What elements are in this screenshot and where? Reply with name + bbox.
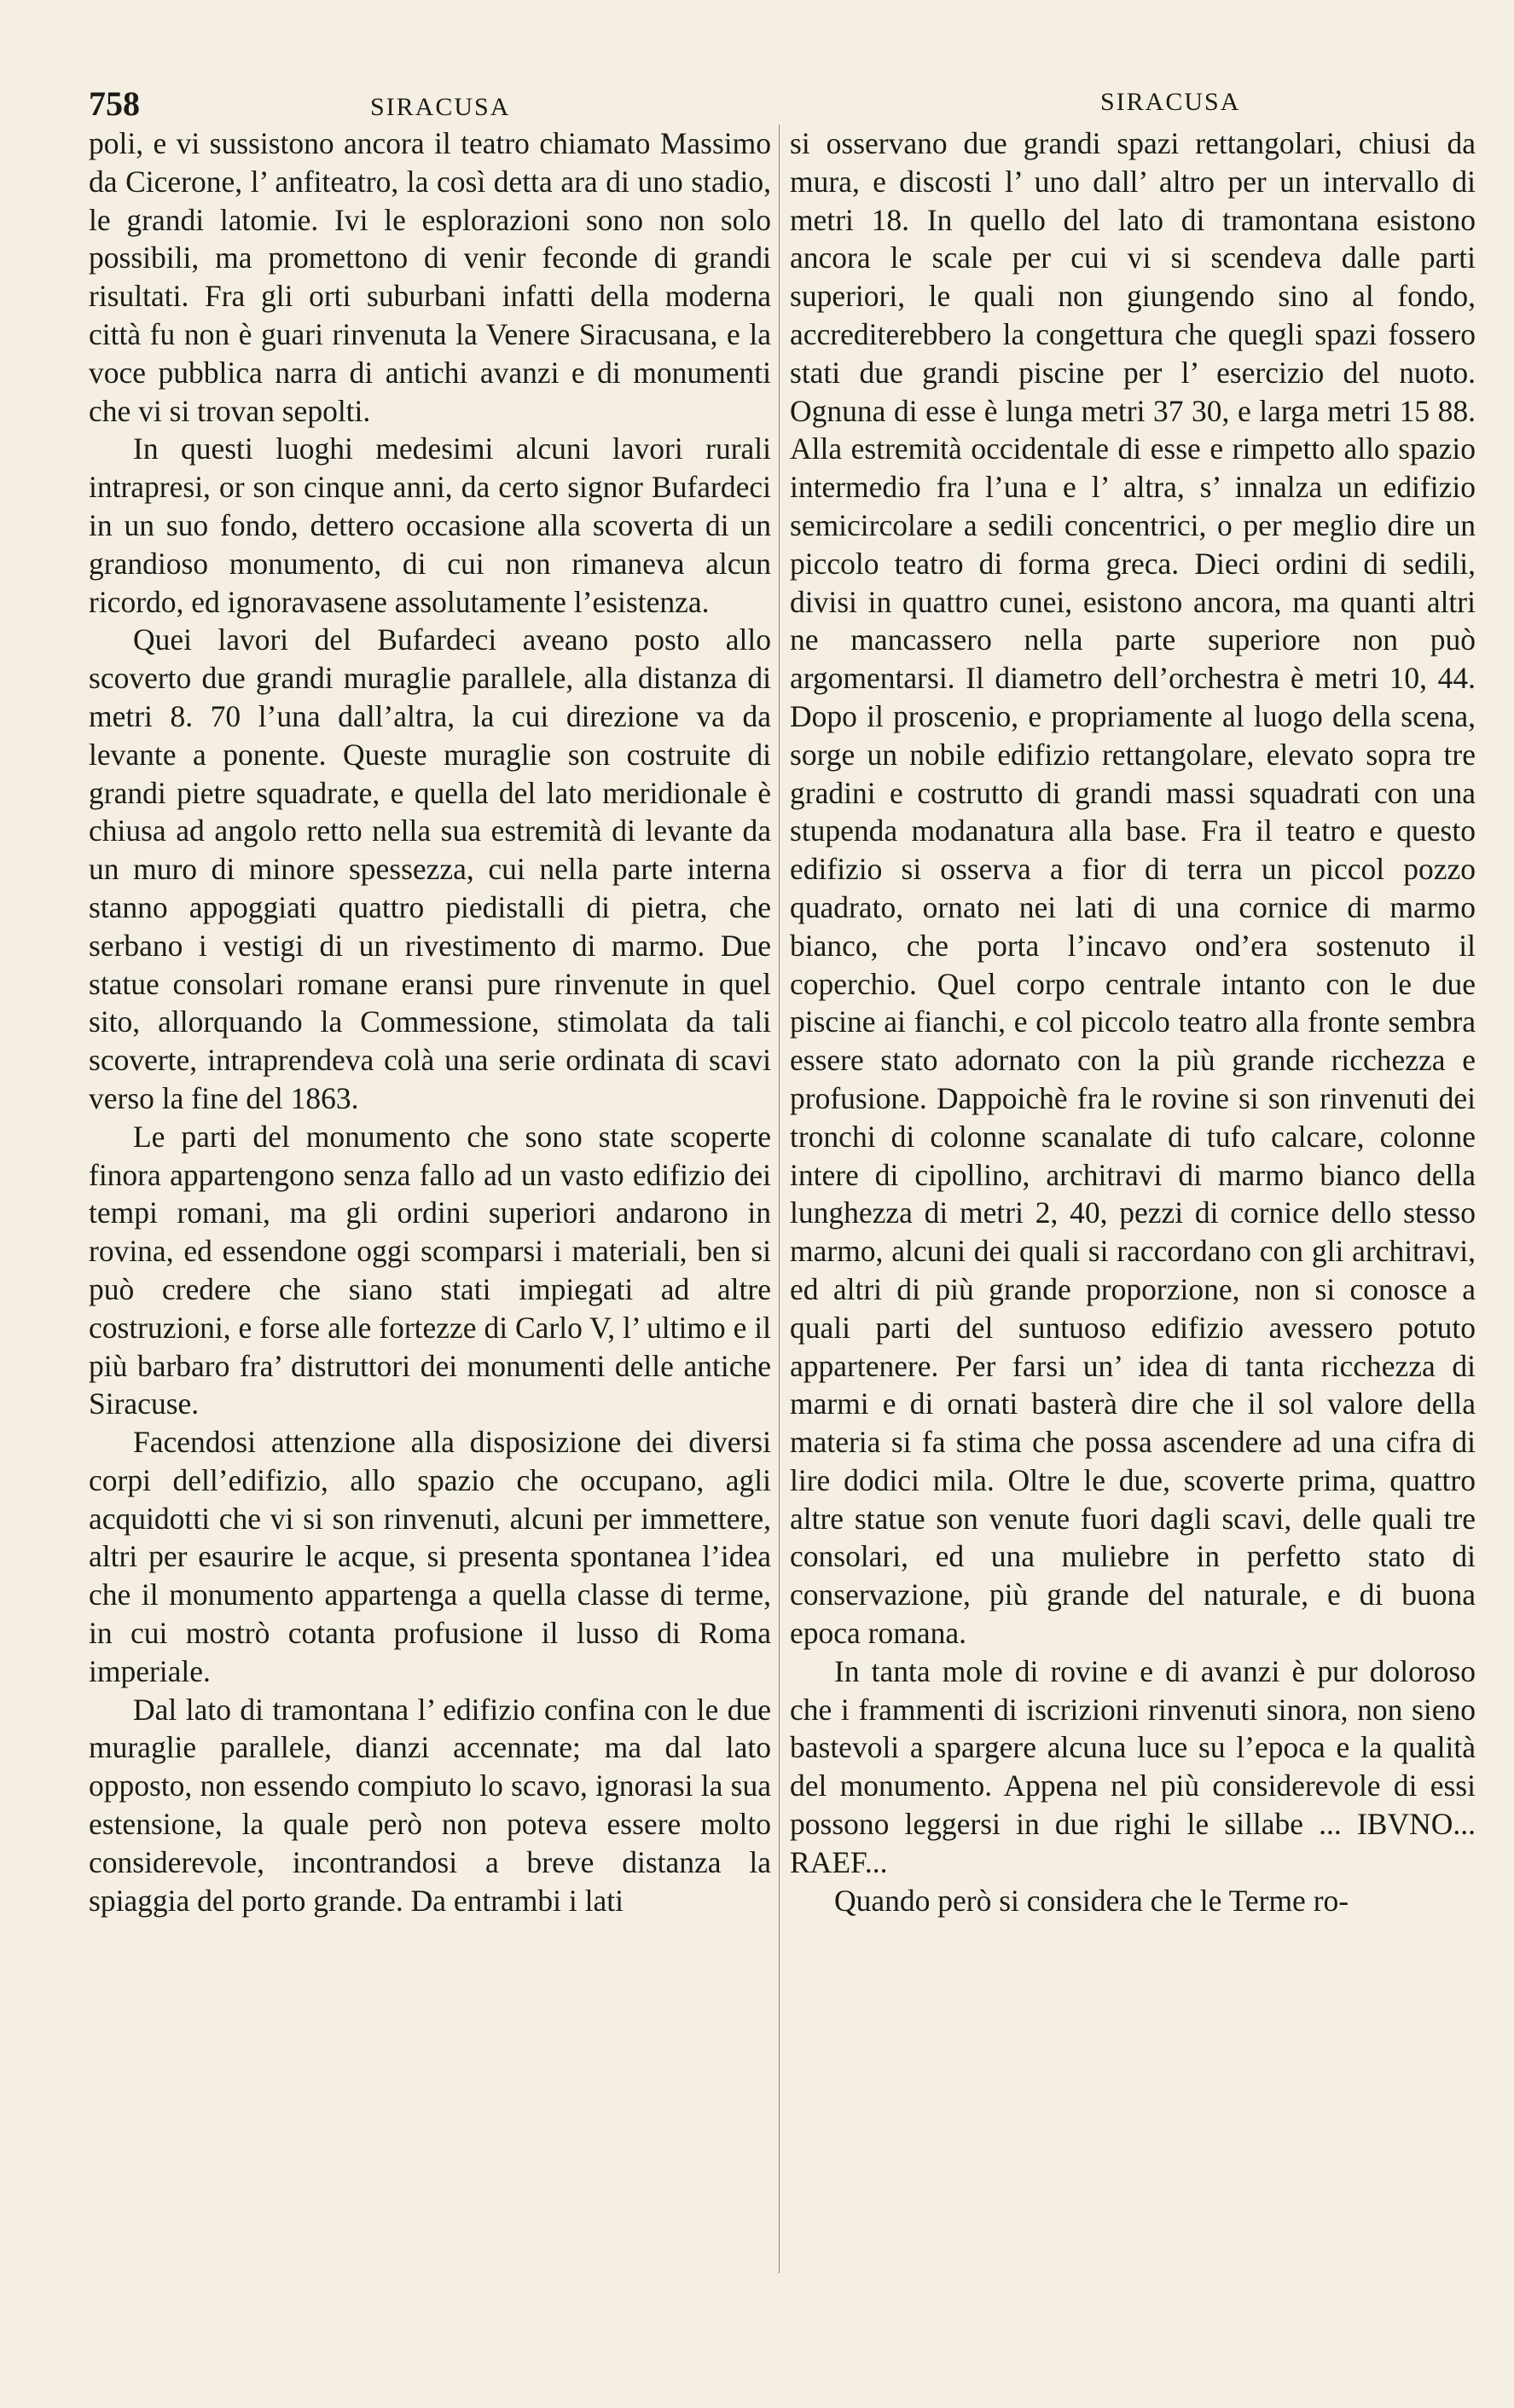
page-header [89,85,771,123]
paragraph: Le parti del monumento che sono state scoperte finora appartengono senza fallo ad un vasto edifizio dei tempi romani, ma gli ordini superiori andarono in rovina, ed essendone oggi scomparsi i materiali, ben si può credere che siano stati impiegati ad altre costruzioni, e forse alle fortezze di Carlo V, l’ ultimo e il più barbaro fra’ distruttori dei monumenti delle antiche Siracuse. [89,1119,771,1421]
paragraph: Quando però si considera che le Terme ro- [834,1883,1349,1918]
page-number: 758 [89,84,140,123]
paragraph: In tanta mole di rovine e di avanzi è pur doloroso che i frammenti di iscrizioni rinvenuti sinora, non sieno bastevoli a spargere alcuna luce su l’epoca e la qualità del monumento. Appena nel più considerevole di essi possono leggersi in due righi le sillabe ... IBVNO... RAEF... [790,1653,1476,1879]
column-divider [779,124,780,2273]
running-head-left: SIRACUSA [370,93,511,121]
paragraph: In questi luoghi medesimi alcuni lavori rurali intrapresi, or son cinque anni, da certo signor Bufardeci in un suo fondo, dettero occasione alla scoverta di un grandioso monumento, di cui non rimaneva alcun ricordo, ed ignoravasene assolutamente l’esistenza. [89,431,771,619]
paragraph: poli, e vi sussistono ancora il teatro chiamato Massimo da Cicerone, l’ anfiteatro, la così detta ara di uno stadio, le grandi latomie. Ivi le esplorazioni sono non solo possibili, ma promettono di venir feconde di grandi risultati. Fra gli orti suburbani infatti della moderna città fu non è guari rinvenuta la Venere Siracusana, e la voce pubblica narra di antichi avanzi e di monumenti che vi si trovan sepolti. [89,126,771,428]
right-column [790,124,1476,1919]
paragraph: si osservano due grandi spazi rettangolari, chiusi da mura, e discosti l’ uno dall’ altro per un intervallo di metri 18. In quello del lato di tramontana esistono ancora le scale per cui vi si scendeva dalle parti superiori, le quali non giungendo sino al fondo, accrediterebbero la congettura che quegli spazi fossero stati due grandi piscine per l’ esercizio del nuoto. Ognuna di esse è lunga metri 37 30, e larga metri 15 88. Alla estremità occidentale di esse e rimpetto allo spazio intermedio fra l’una e l’ altra, s’ innalza un edifizio semicircolare a sedili concentrici, o per meglio dire un piccolo teatro di forma greca. Dieci ordini di sedili, divisi in quattro cunei, esistono ancora, ma quanti altri ne mancassero nella parte superiore non può argomentarsi. Il diametro dell’orchestra è metri 10, 44. Dopo il proscenio, e propriamente al luogo della scena, sorge un nobile edifizio rettangolare, elevato sopra tre gradini e costrutto di grandi massi squadrati con una stupenda modanatura alla base. Fra il teatro e questo edifizio si osserva a fior di terra un piccol pozzo quadrato, ornato nei lati di una cornice di marmo bianco, che porta l’incavo ond’era sostenuto il coperchio. Quel corpo centrale intanto con le due piscine ai fianchi, e col piccolo teatro alla fronte sembra essere stato adornato con la più grande ricchezza e profusione. Dappoichè fra le rovine si son rinvenuti dei tronchi di colonne scanalate di tufo calcare, colonne intere di cipollino, architravi di marmo bianco della lunghezza di metri 2, 40, pezzi di cornice dello stesso marmo, alcuni dei quali si raccordano con gli architravi, ed altri di più grande proporzione, non si conosce a quali parti del suntuoso edifizio avessero potuto appartenere. Per farsi un’ idea di tanta ricchezza di marmi e di ornati basterà dire che il sol valore della materia si fa stima che possa ascendere ad una cifra di lire dodici mila. Oltre le due, scoverte prima, quattro altre statue son venute fuori dagli scavi, delle quali tre consolari, ed una muliebre in perfetto stato di conservazione, più grande del naturale, e di buona epoca romana. [790,126,1476,1651]
paragraph: Facendosi attenzione alla disposizione dei diversi corpi dell’edifizio, allo spazio che occupano, agli acquidotti che vi si son rinvenuti, alcuni per immettere, altri per esaurire le acque, si presenta spontanea l’idea che il monumento appartenga a quella classe di terme, in cui mostrò cotanta profusione il lusso di Roma imperiale. [89,1425,771,1688]
left-column [89,124,771,1919]
running-head-right: SIRACUSA [1100,88,1241,116]
paragraph: Quei lavori del Bufardeci aveano posto allo scoverto due grandi muraglie parallele, alla distanza di metri 8. 70 l’una dall’altra, la cui direzione va da levante a ponente. Queste muraglie son costruite di grandi pietre squadrate, e quella del lato meridionale è chiusa ad angolo retto nella sua estremità di levante da un muro di minore spessezza, cui nella parte interna stanno appoggiati quattro piedistalli di pietra, che serbano i vestigi di un rivestimento di marmo. Due statue consolari romane eransi pure rinvenute in quel sito, allorquando la Commessione, stimolata da tali scoverte, intraprendeva colà una serie ordinata di scavi verso la fine del 1863. [89,622,771,1115]
paragraph: Dal lato di tramontana l’ edifizio confina con le due muraglie parallele, dianzi accennate; ma dal lato opposto, non essendo compiuto lo scavo, ignorasi la sua estensione, la quale però non poteva essere molto considerevole, incontrandosi a breve distanza la spiaggia del porto grande. Da entrambi i lati [89,1692,771,1918]
